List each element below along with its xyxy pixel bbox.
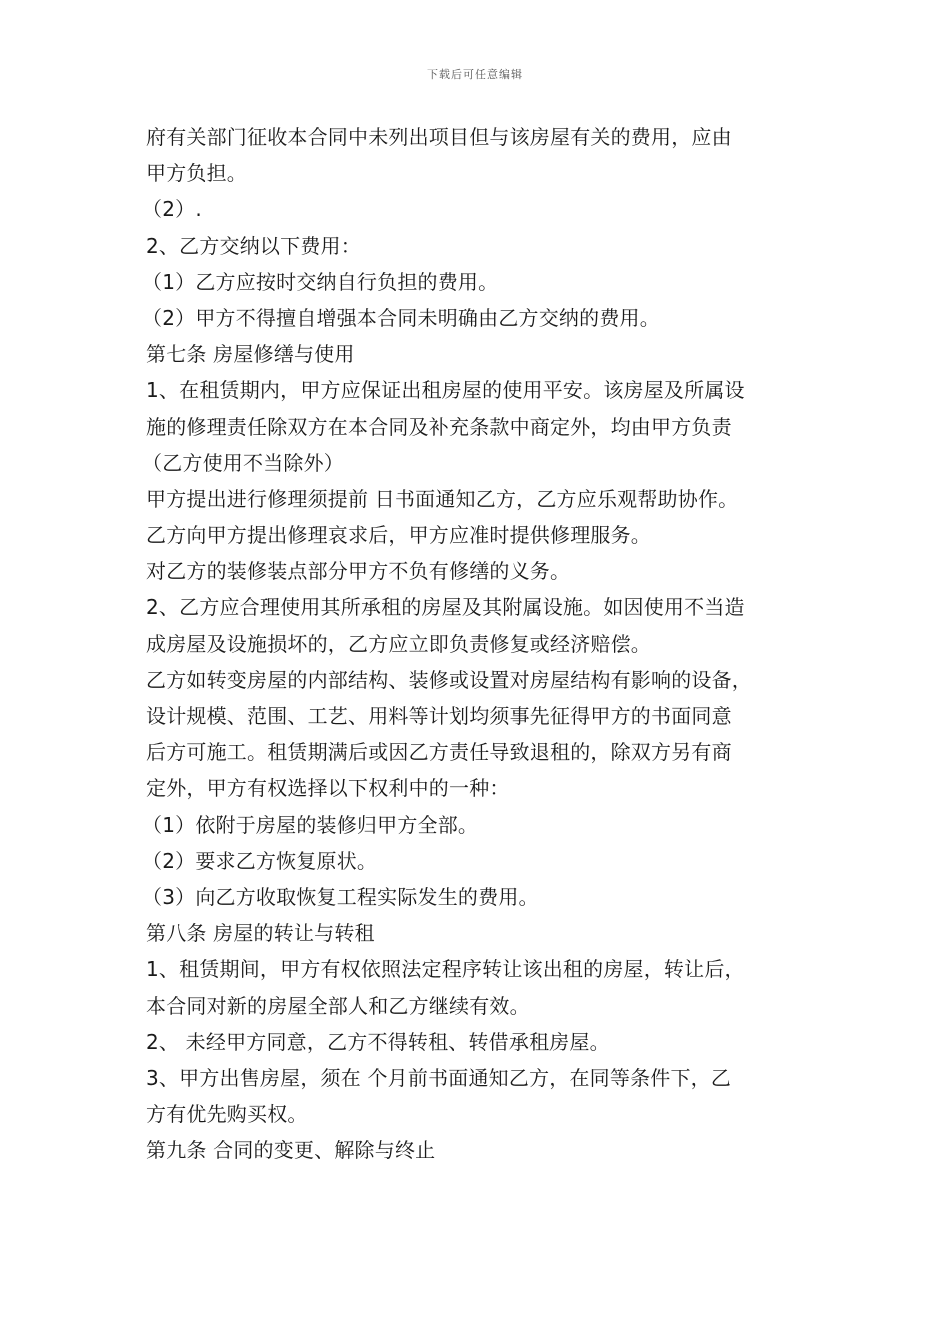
text-line: （2）甲方不得擅自增强本合同未明确由乙方交纳的费用。 — [142, 305, 660, 330]
text-line: 乙方如转变房屋的内部结构、装修或设置对房屋结构有影响的设备， — [146, 667, 752, 692]
text-line: 对乙方的装修装点部分甲方不负有修缮的义务。 — [146, 559, 571, 584]
text-line: （1）依附于房屋的装修归甲方全部。 — [142, 812, 479, 837]
page-header-note: 下载后可任意编辑 — [427, 68, 523, 81]
text-line: （2）. — [142, 197, 202, 222]
text-line: （乙方使用不当除外） — [142, 450, 344, 475]
section-heading: 第七条 房屋修缮与使用 — [146, 342, 355, 367]
text-line: 1、在租赁期内，甲方应保证出租房屋的使用平安。该房屋及所属设 — [146, 378, 745, 403]
text-line: 设计规模、范围、工艺、用料等计划均须事先征得甲方的书面同意 — [146, 704, 732, 728]
document-body — [142, 119, 816, 1168]
text-line: 本合同对新的房屋全部人和乙方继续有效。 — [146, 993, 530, 1018]
text-line: （1）乙方应按时交纳自行负担的费用。 — [142, 269, 499, 294]
text-line: 甲方负担。 — [146, 161, 247, 186]
text-line: 施的修理责任除双方在本合同及补充条款中商定外，均由甲方负责 — [146, 414, 732, 439]
text-line: 3、甲方出售房屋，须在 个月前书面通知乙方，在同等条件下，乙 — [146, 1065, 732, 1090]
text-line: （2）要求乙方恢复原状。 — [142, 848, 378, 873]
text-line: 2、乙方应合理使用其所承租的房屋及其附属设施。如因使用不当造 — [146, 595, 745, 620]
text-line: 甲方提出进行修理须提前 日书面通知乙方，乙方应乐观帮助协作。 — [146, 486, 739, 511]
text-line: 成房屋及设施损坏的，乙方应立即负责修复或经济赔偿。 — [146, 631, 651, 656]
text-line: 2、乙方交纳以下费用： — [146, 233, 361, 258]
text-line: （3）向乙方收取恢复工程实际发生的费用。 — [142, 884, 539, 909]
text-line: 1、租赁期间，甲方有权依照法定程序转让该出租的房屋，转让后， — [146, 957, 745, 982]
section-heading: 第九条 合同的变更、解除与终止 — [146, 1138, 436, 1163]
text-line: 乙方向甲方提出修理哀求后，甲方应准时提供修理服务。 — [146, 523, 651, 548]
text-line: 后方可施工。租赁期满后或因乙方责任导致退租的，除双方另有商 — [146, 740, 732, 765]
text-line: 2、 未经甲方同意，乙方不得转租、转借承租房屋。 — [146, 1029, 610, 1054]
section-heading: 第八条 房屋的转让与转租 — [146, 921, 375, 946]
text-line: 府有关部门征收本合同中未列出项目但与该房屋有关的费用，应由 — [146, 125, 732, 149]
text-line: 定外，甲方有权选择以下权利中的一种： — [146, 776, 510, 801]
text-line: 方有优先购买权。 — [146, 1102, 308, 1127]
